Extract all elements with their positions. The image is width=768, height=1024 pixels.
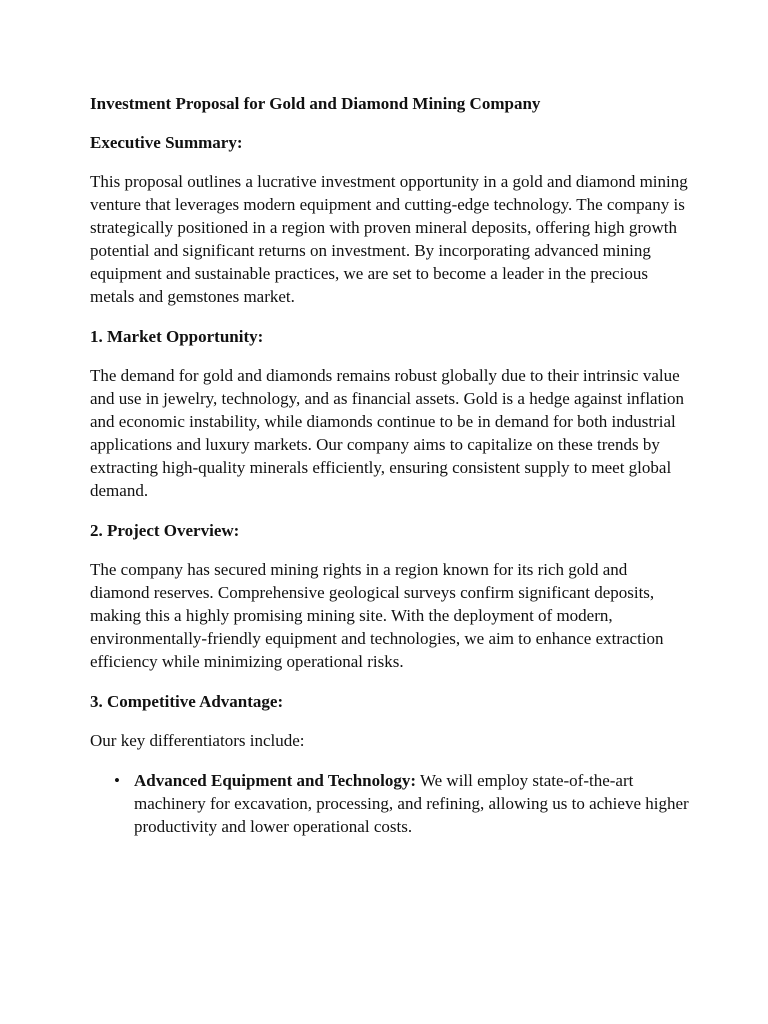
section-heading-competitive-advantage: 3. Competitive Advantage:	[90, 692, 284, 711]
executive-summary-paragraph: This proposal outlines a lucrative investment opportunity in a gold and diamond mining venture that leverages modern equipment and cutting-edge technology. The company is strategically positioned in a region with proven mineral deposits, offering high growth potential and significant returns on investment. By incorporating advanced mining equipment and sustainable practices, we are set to become a leader in the precious metals and gemstones market.	[90, 172, 688, 306]
section-heading-executive-summary: Executive Summary:	[90, 133, 243, 152]
market-opportunity-paragraph: The demand for gold and diamonds remains robust globally due to their intrinsic value and use in jewelry, technology, and as financial assets. Gold is a hedge against inflation and economic instability, while diamonds continue to be in demand for both industrial applications and luxury markets. Our company aims to capitalize on these trends by extracting high-quality minerals efficiently, ensuring consistent supply to meet global demand.	[90, 366, 685, 500]
project-overview-paragraph: The company has secured mining rights in a region known for its rich gold and diamond reserves. Comprehensive geological surveys confirm significant deposits, making this a highly promising mining site. With the deployment of modern, environmentally-friendly equipment and technologies, we aim to enhance extraction efficiency while minimizing operational risks.	[90, 560, 664, 671]
bullet-icon: •	[114, 771, 120, 790]
list-item	[90, 769, 690, 838]
bullet-lead-text: Advanced Equipment and Technology:	[134, 771, 416, 790]
bullet-body-text: We will employ state-of-the-art machinery for excavation, processing, and refining, allowing us to achieve higher productivity and lower operational costs.	[134, 771, 689, 836]
competitive-advantage-intro: Our key differentiators include:	[90, 731, 305, 750]
differentiators-list	[90, 769, 690, 838]
document-title: Investment Proposal for Gold and Diamond Mining Company	[90, 94, 541, 113]
section-heading-project-overview: 2. Project Overview:	[90, 521, 240, 540]
document-body	[90, 92, 690, 850]
section-heading-market-opportunity: 1. Market Opportunity:	[90, 327, 264, 346]
